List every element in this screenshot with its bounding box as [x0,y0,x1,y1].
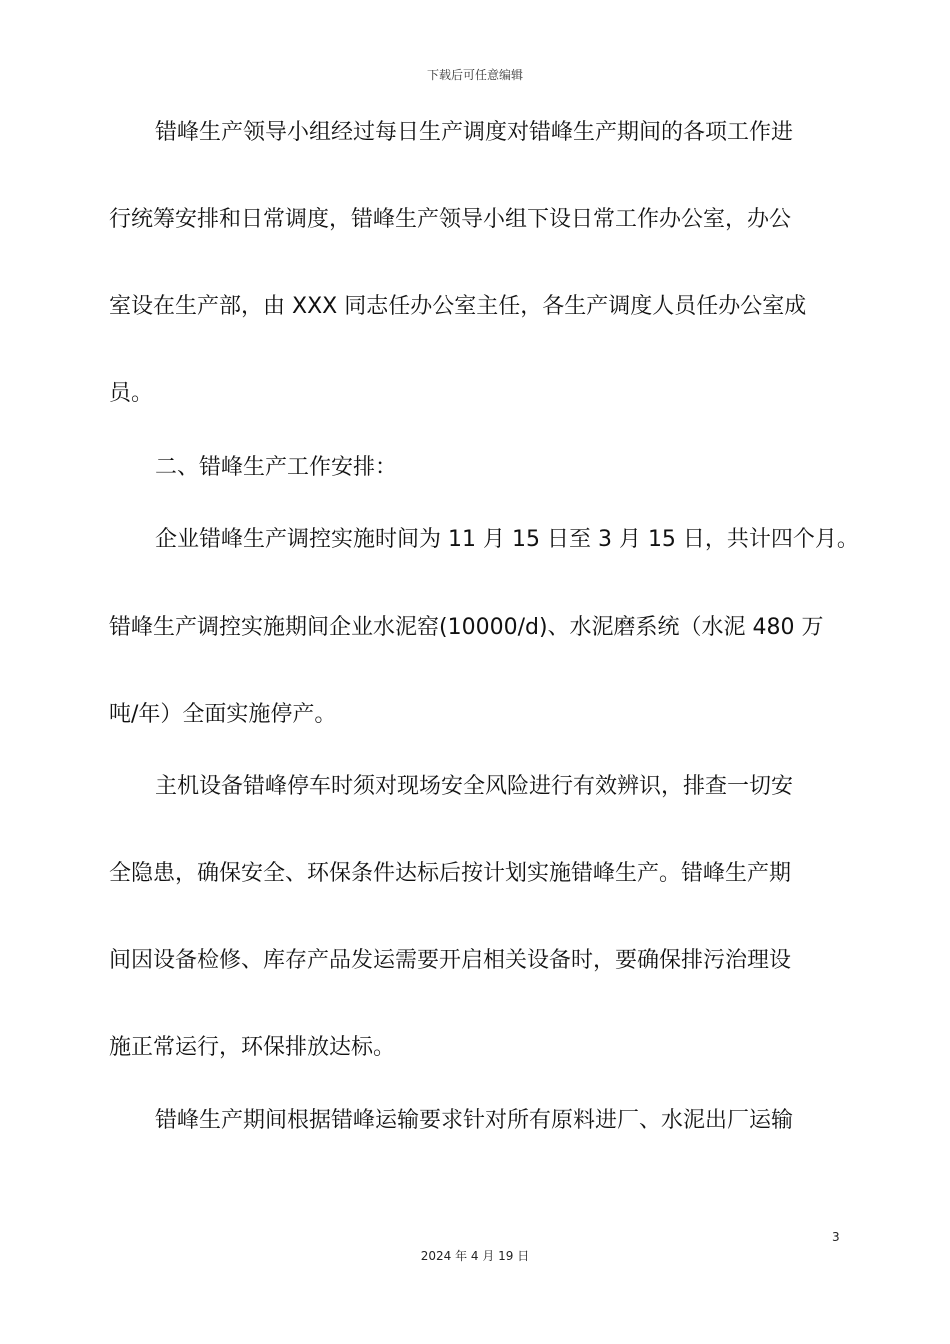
text-line: 行统筹安排和日常调度，错峰生产领导小组下设日常工作办公室，办公 [109,207,792,232]
page-number: 3 [832,1230,840,1244]
text-line: 施正常运行，环保排放达标。 [109,1035,396,1060]
text-line: 全隐患，确保安全、环保条件达标后按计划实施错峰生产。错峰生产期 [109,861,792,886]
text-line: 错峰生产领导小组经过每日生产调度对错峰生产期间的各项工作进 [155,120,794,145]
section-heading: 二、错峰生产工作安排： [155,455,398,480]
text-line: 间因设备检修、库存产品发运需要开启相关设备时，要确保排污治理设 [109,948,792,973]
page-footer-date: 2024 年 4 月 19 日 [420,1249,530,1263]
text-line: 室设在生产部，由 XXX 同志任办公室主任，各生产调度人员任办公室成 [109,294,807,319]
text-line: 错峰生产调控实施期间企业水泥窑(10000/d)、水泥磨系统（水泥 480 万 [109,615,824,640]
text-line: 主机设备错峰停车时须对现场安全风险进行有效辨识，排查一切安 [155,774,794,799]
text-line: 企业错峰生产调控实施时间为 11 月 15 日至 3 月 15 日，共计四个月。 [155,527,859,552]
text-line: 员。 [109,381,154,406]
text-line: 错峰生产期间根据错峰运输要求针对所有原料进厂、水泥出厂运输 [155,1108,794,1133]
text-line: 吨/年）全面实施停产。 [109,702,337,727]
page-header: 下载后可任意编辑 [426,68,523,82]
